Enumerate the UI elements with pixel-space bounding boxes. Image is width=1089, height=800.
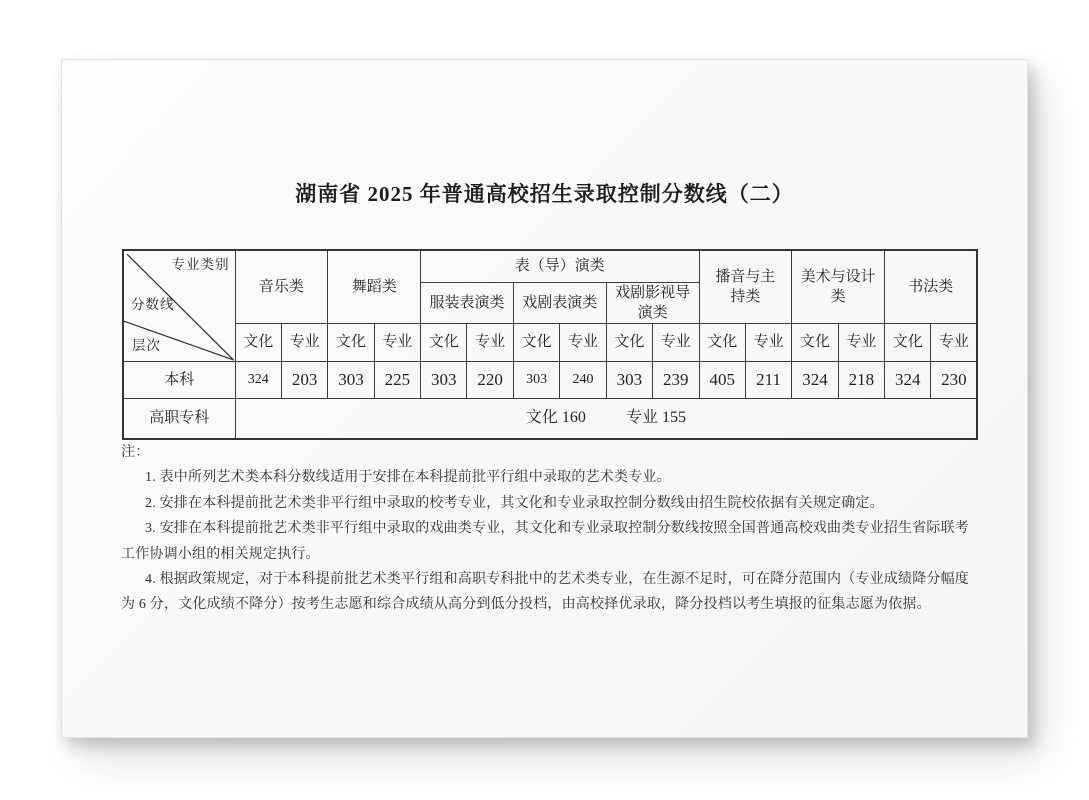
header-row-culture-major	[123, 324, 977, 362]
score-cell: 203	[281, 362, 327, 399]
subheader-culture: 文化	[235, 324, 281, 362]
category-drama-performance: 戏剧表演类	[513, 282, 606, 324]
category-calligraphy: 书法类	[885, 250, 978, 324]
corner-header-cell	[123, 250, 235, 362]
notes-section	[121, 440, 981, 618]
score-cell: 240	[560, 362, 606, 399]
category-fashion-performance: 服装表演类	[421, 282, 514, 324]
category-drama-film-directing-label: 戏剧影视导演类	[615, 284, 691, 321]
subheader-major: 专业	[467, 324, 513, 362]
category-broadcasting-hosting	[699, 250, 792, 324]
vocational-culture-score: 文化 160	[525, 409, 586, 427]
score-cell: 324	[885, 362, 931, 399]
score-cell: 303	[328, 362, 374, 399]
note-item-2: 2. 安排在本科提前批艺术类非平行组中录取的校考专业，其文化和专业录取控制分数线由招生院校依据有关规定确定。	[145, 495, 884, 511]
note-item-1: 1. 表中所列艺术类本科分数线适用于安排在本科提前批平行组中录取的艺术类专业。	[145, 470, 671, 486]
note-item-3: 3. 安排在本科提前批艺术类非平行组中录取的戏曲类专业，其文化和专业录取控制分数线按照全国普通高校戏曲类专业招生省际联考工作协调小组的相关规定执行。	[121, 521, 969, 562]
row-label-vocational: 高职专科	[123, 399, 235, 439]
category-broadcasting-hosting-label: 播音与主持类	[715, 268, 776, 305]
category-fine-arts-design	[792, 250, 885, 324]
score-cell: 303	[606, 362, 652, 399]
vocational-scores-row	[123, 399, 977, 439]
subheader-major: 专业	[560, 324, 606, 362]
subheader-major: 专业	[281, 324, 327, 362]
corner-label-level: 层次	[132, 337, 161, 353]
subheader-major: 专业	[374, 324, 420, 362]
score-cell: 239	[653, 362, 699, 399]
subheader-culture: 文化	[421, 324, 467, 362]
score-cell: 405	[699, 362, 745, 399]
subheader-culture: 文化	[606, 324, 652, 362]
subheader-major: 专业	[745, 324, 791, 362]
category-music: 音乐类	[235, 250, 328, 324]
subheader-culture: 文化	[513, 324, 559, 362]
note-item-4: 4. 根据政策规定，对于本科提前批艺术类平行组和高职专科批中的艺术类专业，在生源不足时，可在降分范围内（专业成绩降分幅度为 6 分，文化成绩不降分）按考生志愿和综合成绩从高分到低分投档，由高校择优录取，降分投档以考生填报的征集志愿为依据。	[121, 572, 969, 613]
score-cell: 211	[745, 362, 791, 399]
category-fine-arts-design-label: 美术与设计类	[800, 268, 876, 305]
subheader-culture: 文化	[699, 324, 745, 362]
corner-label-score-line: 分数线	[131, 297, 175, 312]
category-performance-directing: 表（导）演类	[421, 250, 699, 282]
score-cell: 324	[235, 362, 281, 399]
score-table	[122, 249, 978, 440]
subheader-major: 专业	[838, 324, 884, 362]
category-dance: 舞蹈类	[328, 250, 421, 324]
subheader-culture: 文化	[328, 324, 374, 362]
subheader-major: 专业	[931, 324, 977, 362]
subheader-major: 专业	[653, 324, 699, 362]
undergraduate-scores-row	[123, 362, 977, 399]
vocational-major-score: 专业 155	[625, 409, 686, 427]
document-page	[61, 59, 1028, 738]
score-cell: 218	[838, 362, 884, 399]
subheader-culture: 文化	[885, 324, 931, 362]
notes-heading: 注：	[121, 445, 150, 460]
subheader-culture: 文化	[792, 324, 838, 362]
corner-label-major-category: 专业类别	[171, 257, 230, 272]
score-cell: 324	[792, 362, 838, 399]
score-cell: 230	[931, 362, 977, 399]
document-title: 湖南省 2025 年普通高校招生录取控制分数线（二）	[295, 182, 794, 206]
category-drama-film-directing	[606, 282, 699, 324]
score-cell: 303	[421, 362, 467, 399]
score-cell: 220	[467, 362, 513, 399]
score-cell: 225	[374, 362, 420, 399]
row-label-undergraduate: 本科	[123, 362, 235, 399]
vocational-scores-cell	[235, 399, 977, 439]
header-row-categories	[123, 250, 977, 282]
score-cell: 303	[513, 362, 559, 399]
